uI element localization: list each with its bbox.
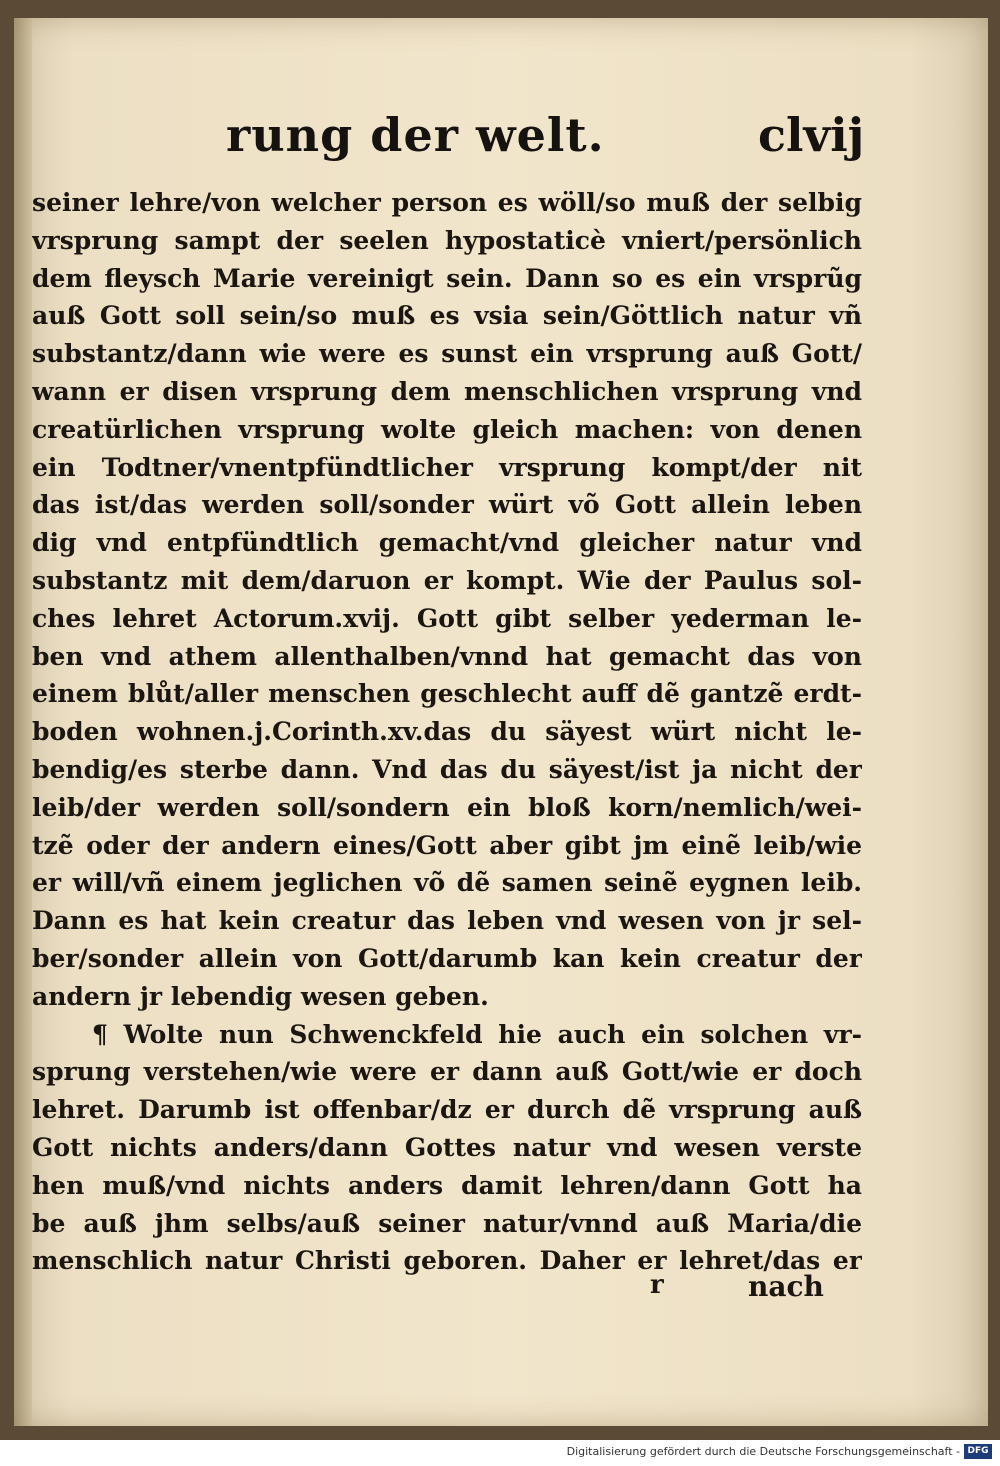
book-page xyxy=(14,18,988,1426)
text-line: seiner lehre/von welcher person es wöll/so muß der selbig xyxy=(32,188,862,217)
text-line: ches lehret Actorum.xvij. Gott gibt selber yederman le- xyxy=(32,603,862,633)
text-line: Gott nichts anders/dann Gottes natur vnd wesen verste xyxy=(32,1132,862,1162)
text-line: bendig/es sterbe dann. Vnd das du säyest/ist ja nicht der xyxy=(32,754,862,784)
dfg-logo-icon: DFG xyxy=(964,1444,992,1459)
text-line: be auß jhm selbs/auß seiner natur/vnnd auß Maria/die xyxy=(32,1208,862,1238)
text-line: ¶ Wolte nun Schwenckfeld hie auch ein solchen vr- xyxy=(92,1019,862,1049)
funding-credit: Digitalisierung gefördert durch die Deutsche Forschungsgemeinschaft - xyxy=(566,1445,960,1458)
text-line: wann er disen vrsprung dem menschlichen vrsprung vnd xyxy=(32,376,862,406)
text-line: einem blůt/aller menschen geschlecht auff dẽ gantzẽ erdt- xyxy=(32,679,862,709)
body-text xyxy=(32,184,862,1280)
text-line: ein Todtner/vnentpfündtlicher vrsprung kompt/der nit xyxy=(32,452,862,482)
text-line: menschlich natur Christi geboren. Daher er lehret/das er xyxy=(32,1246,862,1276)
text-line: dig vnd entpfündtlich gemacht/vnd gleicher natur vnd xyxy=(32,528,862,558)
signature-mark: r xyxy=(650,1270,664,1300)
text-line: Dann es hat kein creatur das leben vnd wesen von jr sel- xyxy=(32,906,862,936)
text-line: creatürlichen vrsprung wolte gleich machen: von denen xyxy=(32,414,862,444)
catchword: nach xyxy=(748,1270,824,1303)
text-line: lehret. Darumb ist offenbar/dz er durch dẽ vrsprung auß xyxy=(32,1095,862,1125)
text-line: substantz/dann wie were es sunst ein vrsprung auß Gott/ xyxy=(32,339,862,369)
running-head-title: rung der welt. xyxy=(226,108,605,162)
text-line: tzẽ oder der andern eines/Gott aber gibt jm einẽ leib/wie xyxy=(32,830,862,860)
text-line: sprung verstehen/wie were er dann auß Gott/wie er doch xyxy=(32,1057,862,1087)
text-line: ben vnd athem allenthalben/vnnd hat gemacht das von xyxy=(32,641,862,671)
page-gutter-shadow xyxy=(14,18,32,1426)
text-line: boden wohnen.j.Corinth.xv.das du säyest würt nicht le- xyxy=(32,717,862,747)
text-line: hen muß/vnd nichts anders damit lehren/dann Gott ha xyxy=(32,1170,862,1200)
text-line: substantz mit dem/daruon er kompt. Wie der Paulus sol- xyxy=(32,565,862,595)
text-line: dem fleysch Marie vereinigt sein. Dann so es ein vrsprũg xyxy=(32,263,862,293)
text-line: das ist/das werden soll/sonder würt võ Gott allein leben xyxy=(32,490,862,520)
text-line: vrsprung sampt der seelen hypostaticè vniert/persönlich xyxy=(32,225,862,255)
credit-bar xyxy=(0,1440,1000,1466)
text-line: auß Gott soll sein/so muß es vsia sein/Göttlich natur vñ xyxy=(32,301,862,331)
text-line: er will/vñ einem jeglichen võ dẽ samen seinẽ eygnen leib. xyxy=(32,868,862,898)
text-line: leib/der werden soll/sondern ein bloß korn/nemlich/wei- xyxy=(32,792,862,822)
page-footer xyxy=(14,1270,988,1310)
running-head xyxy=(14,108,988,178)
folio-number: clvij xyxy=(758,108,865,162)
text-line: andern jr lebendig wesen geben. xyxy=(32,981,489,1011)
text-line: ber/sonder allein von Gott/darumb kan kein creatur der xyxy=(32,943,862,973)
